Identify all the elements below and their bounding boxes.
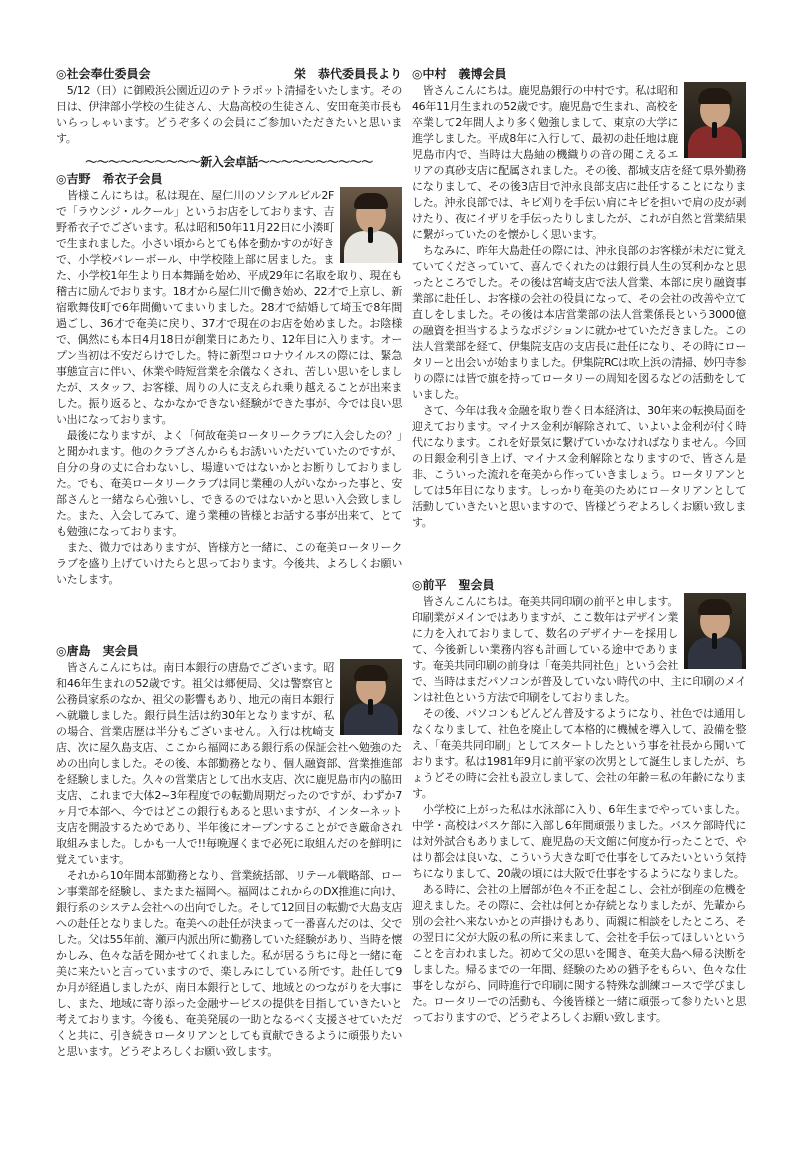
section-body: 皆さんこんにちは。南日本銀行の唐島でございます。昭和46年生まれの52歳です。祖父は郷便局、父は警察官と公務員家系のなか、祖父の影響もあり、地元の南日本銀行へ就職しました。銀行員生活は約30年となりますが、私の場合、営業店歴は半分もございません。入行は枕崎支店、次に屋久島支店、ここから福岡にある銀行系の保証会社へ勉強のための出向しました。その後、本部勤務となり、個人融資部、営業推進部を経験しました。久々の営業店として出水支店、次に鹿児島市内の脇田支店、これまで大体2~3年程度での転勤周期だったのですが、わずか7ヶ月で本部へ、今ではどこの銀行もあると思いますが、インターネット支店を開設するためであり、半年後にオープンすることができ厳命され取組みました。しかも一人で!!毎晩遅くまで必死に取組んだのを鮮明に覚えています。 それから10年間本部勤務となり、営業統括部、リテール戦略部、ローン事業部を経験し、またまた福岡へ。福岡はこれからのDX推進に向け、銀行系のシステム会社への出向でした。そして12回目の転勤で大島支店への赴任となりました。奄美への赴任が決まって一番喜んだのは、父でした。父は55年前、瀬戸内派出所に勤務していた経験があり、当時を懐かしみ、色々な話を聞かせてくれました。私が居るうちに母と一緒に奄美に来たいと言っていますので、楽しみにしている所です。赴任して9か月が経過しましたが、南日本銀行として、地域とのつながりを大事にし、また、地域に寄り添った金融サービスの提供を目指していきたいと考えております。今後も、奄美発展の一助となるべく支援させていただくと共に、引き続きロータリアンとしても貢献できるように頑張りたいと思います。どうぞよろしくお願い致します。 [56,661,402,1058]
section-body: 皆さんこんにちは。奄美共同印刷の前平と申します。印刷業がメインではありますが、ここ数年はデザイン業に力を入れておりまして、数名のデザイナーを採用して、今後新しい業務内容も計画している途中であります。奄美共同印刷の前身は「奄美共同社色」という会社で、当時はまだパソコンが普及していない時代の中、主に印刷のメインは社色という方法で印刷をしておりました。 その後、パソコンもどんどん普及するようになり、社色では通用しなくなりまして、社色を廃止して本格的に機械を導入して、設備を整え、「奄美共同印刷」としてスタートしたという事を社長から聞いております。私は1981年9月に前平家の次男として誕生しましたが、ちょうどその時に会社も設立しまして、会社の年齢＝私の年齢になります。 小学校に上がった私は水泳部に入り、6年生までやっていました。中学・高校はバスケ部に入部し6年間頑張りました。バスケ部時代には対外試合もありまして、鹿児島の天文館に何度か行ったことで、やはり都会は良いな、こういう大きな町で仕事をしてみたいという気持ちになりまして、20歳の頃には大阪で仕事をするようになりました。 ある時に、会社の上層部が色々不正を起こし、会社が倒産の危機を迎えました。その際に、会社は何とか存続となりましたが、先輩から別の会社へ来ないかとの声掛けもあり、両親に相談をしたところ、その翌日に父が大阪の私の所に来まして、会社を手伝ってほしいということを言われました。初めて父の思いを聞き、奄美大島へ帰る決断をしました。帰るまでの一年間、経験のための猶予をもらい、色々な仕事をしながら、同時進行で印刷に関する特殊な訓練コースで学びました。ロータリーでの活動も、今後皆様と一緒に頑張って参りたいと思っておりますので、どうぞよろしくお願い致します。 [412,595,746,1024]
karashima-section [56,643,402,1060]
member-photo [340,187,402,263]
divider-text: 〜〜〜〜〜〜〜〜〜〜新入会卓話〜〜〜〜〜〜〜〜〜〜 [85,155,373,169]
section-byline: 栄 恭代委員長より [293,67,402,81]
member-photo [684,593,746,669]
section-body: 5/12（日）に御殿浜公園近辺のテトラポット清掃をいたします。その日は、伊津部小学校の生徒さん、大島高校の生徒さん、安田奄美市長もいらっしゃいます。どうぞ多くの会員にご参加いただきたいと思います。 [56,84,402,145]
section-title: ◎中村 義博会員 [412,67,507,81]
section-title: ◎吉野 希衣子会員 [56,172,163,186]
social-service-section [56,66,402,147]
section-body: 皆様こんにちは。私は現在、屋仁川のソシアルビル2Fで「ラウンジ・ルクール」というお店をしております、吉野希衣子でございます。私は昭和50年11月22日に小湊町で生まれました。小さい頃からとても体を動かすのが好きで、小学校バレーボール、中学校陸上部に居ました。また、小学校1年生より日本舞踊を始め、平成29年に名取を取り、現在も稽古に励んでおります。18才から屋仁川で働き始め、22才で上京し、新宿歌舞伎町で6年間働いてまいりました。28才で結婚して埼玉で8年間過ごし、36才で奄美に戻り、37才で現在のお店を始めました。お陰様で、偶然にも本日4月18日が創業日にあたり、12年目に入ります。オープン当初は不安だらけでした。特に新型コロナウイルスの際には、緊急事態宣言に伴い、休業や時短営業を余儀なくされ、苦しい思いをしましたが、スタッフ、お客様、周りの人に支えられ乗り越えることが出来ました。振り返ると、なかなかできない経験ができた事が、今では良い思い出になっております。 最後になりますが、よく「何故奄美ロータリークラブに入会したの？」と聞かれます。他のクラブさんからもお誘いいただいていたのですが、自分の身の丈に合わないし、場違いではないかとお断りしておりました。でも、奄美ロータリークラブは同じ業種の人がいなかった事と、安部さんと一緒なら心強いし、できるのではないかと思い入会致しました。また、入会してみて、違う業種の皆様とお話する事が出来て、とても勉強になっております。 また、微力ではありますが、皆様方と一緒に、この奄美ロータリークラブを盛り上げていけたらと思っております。今後共、よろしくお願いいたします。 [56,189,402,586]
member-photo [340,659,402,735]
member-photo [684,82,746,158]
section-header [56,66,402,82]
new-member-divider [56,154,402,170]
section-title: ◎唐島 実会員 [56,644,139,658]
section-body: 皆さんこんにちは。鹿児島銀行の中村です。私は昭和46年11月生まれの52歳です。鹿児島で生まれ、高校を卒業して2年間人より多く勉強しまして、東京の大学に進学しました。平成8年に入行して、最初の赴任地は鹿児島市内で、当時は大島紬の機織りの音の聞こえるエリアの真砂支店に配属されました。その後、都城支店を経て県外勤務になりまして、その後3店目で沖永良部支店に赴任することになりました。沖永良部では、キビ刈りを手伝い肩にキビを担いで肩の皮が剥けたり、夜にイザリを手伝ったりしましたが、これが自然と営業結果に繋がっていたのを懐かしく思います。 ちなみに、昨年大島赴任の際には、沖永良部のお客様が未だに覚えていてくださっていて、喜んでくれたのは銀行員人生の冥利かなと思ったところでした。その後は宮崎支店で法人営業、本部に戻り融資事業部に赴任し、お客様の会社の役員になって、その会社の改善や立て直しをしました。その後は本店営業部の法人営業係長という3000億の融資を担当するようなポジションに就かせていただきました。この法人営業部を経て、伊集院支店の支店長に赴任になり、その時にロータリーと出会いが始まりました。伊集院RCは吹上浜の清掃、妙円寺参りの際には皆で旗を持ってロータリーの周知を図るなどの活動をしていました。 さて、今年は我々金融を取り巻く日本経済は、30年来の転換局面を迎えております。マイナス金利が解除されて、いよいよ金利が付く時代になります。これを好景気に繋げていかなければなりません。今回の日銀金利引き上げ、マイナス金利解除となりますので、皆さん是非、こういった流れを奄美から作っていきましょう。ロータリアンとしては5年目になります。しっかり奄美のためにロ－タリアンとして活動していきたいと思いますので、皆様どうぞよろしくお願い致します。 [412,84,746,529]
maehira-section [412,577,746,1026]
section-title: ◎社会奉仕委員会 [56,67,151,81]
nakamura-section [412,66,746,531]
section-title: ◎前平 聖会員 [412,578,495,592]
yoshino-section [56,171,402,588]
